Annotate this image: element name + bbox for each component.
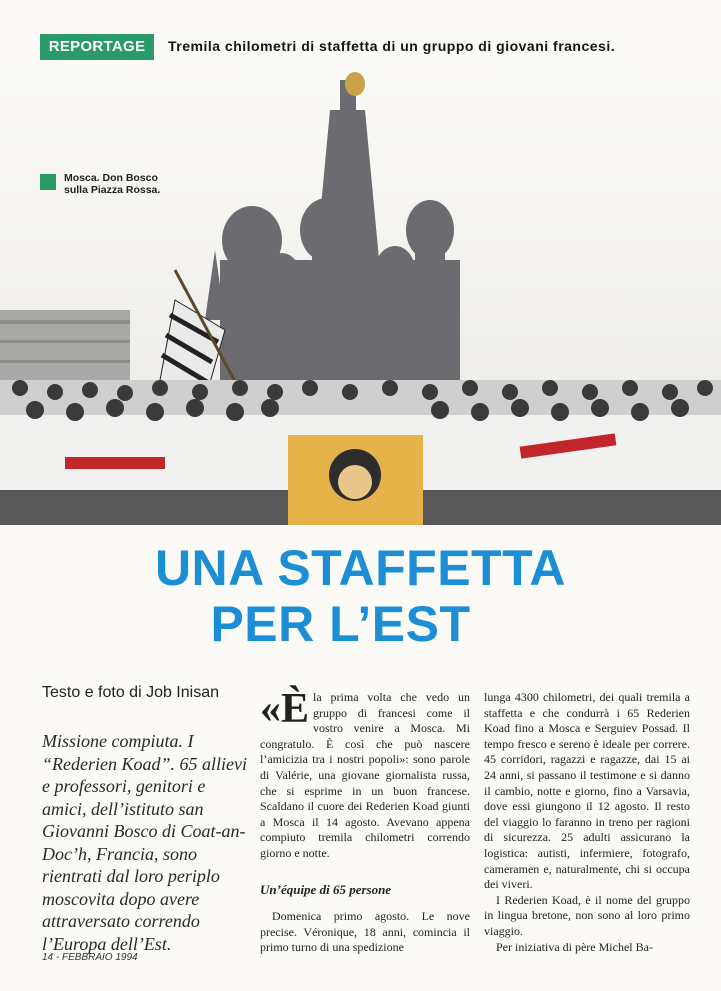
body-paragraph: [260, 686, 470, 862]
title-line: UNA STAFFETTA: [154, 540, 567, 596]
body-paragraph: Domenica primo agosto. Le nove precise. Véronique, 18 anni, comincia il primo turno di una spedizione: [260, 909, 470, 955]
caption-line: Mosca. Don Bosco: [64, 172, 158, 184]
kicker-headline: Tremila chilometri di staffetta di un gruppo di giovani francesi.: [168, 38, 616, 54]
caption-line: sulla Piazza Rossa.: [64, 184, 161, 196]
group-photo-illustration: [0, 70, 721, 525]
body-paragraph: Per iniziativa di père Michel Ba-: [496, 939, 653, 954]
dropcap: «È: [260, 686, 310, 732]
section-tag: REPORTAGE: [40, 34, 154, 60]
subheading: Un’équipe di 65 persone: [260, 881, 392, 897]
body-paragraph: I Rederien Koad, è il nome del gruppo in lingua bretone, non sono al loro primo viaggio.: [484, 892, 690, 938]
caption-marker: [40, 174, 56, 190]
body-paragraph: lunga 4300 chilometri, dei quali tremila a staffetta e che condurrà i 65 Rederien Koad fino a Mosca e Serguiev Possad. Il tempo fresco e sereno è ideale per correre. 45 corridori, ragazzi e ragazze, dai 15 ai 24 anni, si passano il testimone e si danno il cambio, notte e giorno, fino a Varsavia, dove essi giungono il 12 agosto. Il resto del viaggio lo faranno in treno per ragioni di sicurezza. 25 adulti assicurano la logistica: autisti, infermiere, fotografo, cameramen e, naturalmente, chi si occupa dei viveri.: [484, 690, 690, 892]
page-header: [40, 34, 711, 60]
cover-photo: [0, 70, 721, 525]
page-folio: 14 - FEBBRAIO 1994: [42, 952, 138, 963]
article-title: [0, 540, 721, 652]
body-column-3: [484, 690, 690, 955]
body-text: la prima volta che vedo un gruppo di francesi come il vostro venire a Mosca. Mi congratulo. È così che può nascere l’amicizia tra i nostri popoli»: sono parole di Valérie, una giovane giornalista russa, che si esprime in un buon francese. Scaldano il cuore dei Rederien Koad giunti a Mosca il 14 agosto. Avevano appena compiuto tremila chilometri correndo giorno e notte.: [260, 690, 470, 860]
body-column-2: [260, 686, 470, 956]
lead-paragraph: Missione compiuta. I “Rederien Koad”. 65 allievi e professori, genitori e amici, dell’istituto san Giovanni Bosco di Coat-an-Doc’h, Francia, sono rientrati dal loro periplo moscovita dopo avere attraversato correndo l’Europa dell’Est.: [42, 731, 247, 954]
byline: Testo e foto di Job Inisan: [42, 684, 219, 701]
photo-caption: [64, 172, 184, 196]
title-line: PER L’EST: [210, 596, 471, 652]
